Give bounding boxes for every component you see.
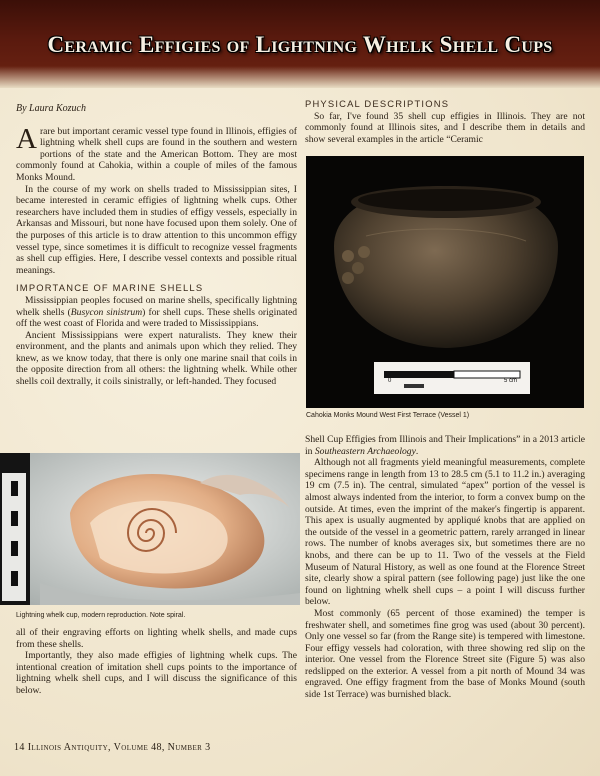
drop-cap: A xyxy=(16,122,37,155)
vessel-photo xyxy=(306,156,584,408)
banner-fade xyxy=(0,66,600,88)
shell-illustration xyxy=(0,453,300,605)
section-heading-marine-shells: IMPORTANCE OF MARINE SHELLS xyxy=(16,282,204,294)
scale-label-five: 5 cm xyxy=(504,378,518,384)
applique-knob xyxy=(342,250,354,262)
left-column-lower xyxy=(16,627,297,697)
paragraph: Ancient Mississippians were expert naturalists. They knew their environment, and the plants and animals upon which they relied. They knew, as we know today, that there is only one marine snail that coils in the opposite direction from all others: the lightning whelk. While other shells coil dextrally, it coils sinistrally, or left-handed. They focused xyxy=(16,329,297,388)
shell-photo-caption: Lightning whelk cup, modern reproduction. Note spiral. xyxy=(16,612,186,619)
paragraph: In the course of my work on shells traded to Mississippian sites, I became interested in ceramic effigies of lightning whelk cups. Other researchers have included them in studies of effigy vessels, especially in Arkansas and Missouri, but none have focused upon them solely. One of the purposes of this article is to draw attention to this uncommon effigy vessel type, since sometimes it is difficult to recognize vessel fragments as shell cup effigies. Here, I describe vessel contexts and possible ritual meanings. xyxy=(16,183,297,276)
byline: By Laura Kozuch xyxy=(16,103,86,114)
right-column-upper xyxy=(305,98,585,145)
section-heading-physical-descriptions: PHYSICAL DESCRIPTIONS xyxy=(305,98,450,109)
page-footer: 14 Illinois Antiquity, Volume 48, Number 3 xyxy=(14,742,211,753)
vessel-illustration xyxy=(306,156,584,408)
right-column-lower xyxy=(305,434,585,701)
paragraph: Importantly, they also made effigies of lightning whelk cups. The intentional creation of imitation shell cups points to the importance of lightning whelk shell cups, and I will discuss the significance of this below. xyxy=(16,650,297,696)
title-banner xyxy=(0,0,600,88)
lightning-whelk-photo xyxy=(0,453,300,605)
applique-knob xyxy=(358,246,370,258)
paragraph: Mississippian peoples focused on marine shells, specifically lightning whelk shells (Busycon sinistrum) for shell cups. These shells originated off the west coast of Florida and were traded to Mississippians. xyxy=(16,294,298,330)
left-column-upper xyxy=(16,103,297,388)
scale-label-zero: 0 xyxy=(388,378,392,384)
applique-knob xyxy=(342,272,354,284)
article-title: Ceramic Effigies of Lightning Whelk Shell Cups xyxy=(47,32,553,57)
paragraph: Although not all fragments yield meaningful measurements, complete specimens range in length from 13 to 28.5 cm (5.1 to 11.2 in.) averaging 19 cm (7.5 in). The central, simulated “apex” portion of the vessel is almost always indented from the interior, to form a convex bump on the outside. At times, even the imprint of the maker's fingertip is apparent. This apex is usually augmented by appliqué knobs that are applied on the outside of the vessel in a geometric pattern, rarely arranged in linear rows. The number of knobs averages six, but sometimes there are no knobs, and there can be up to 11. Two of the vessels at the Field Museum of Natural History, as well as one found at the Florence Street site, clearly show a spiral pattern (see following page) just like the one found on lightning whelk shell cups – a point I will discuss further below. xyxy=(305,457,585,608)
applique-knob xyxy=(352,262,364,274)
intro-paragraph: Arare but important ceramic vessel type found in Illinois, effigies of lightning whelk shell cups are found in the southern and western portions of the state and the American Bottom. They are most commonly found at Cahokia, within a couple of miles of the famous Monks Mound. xyxy=(16,122,297,183)
vessel-photo-caption: Cahokia Monks Mound West First Terrace (Vessel 1) xyxy=(306,412,470,419)
paragraph: So far, I've found 35 shell cup effigies in Illinois. They are not commonly found at Illinois sites, and I describe them in details and show several examples in the article “Ceramic xyxy=(305,110,585,145)
paragraph: all of their engraving efforts on lighting whelk shells, and made cups from these shells. xyxy=(16,627,297,650)
paragraph: Shell Cup Effigies from Illinois and Their Implications” in a 2013 article in Southeastern Archaeology. xyxy=(305,434,585,457)
paragraph: Most commonly (65 percent of those examined) the temper is freshwater shell, and sometimes fine grog was used (about 30 percent). Only one vessel so far (from the Range site) is tempered with limestone. Four effigy vessels had coloration, with three showing red slip on the interior. One vessel from the Florence Street site (Figure 5) was also redslipped on the exterior. A vessel from a pit north of Mound 34 was engraved. One effigy fragment from the base of Monks Mound (south side 1st Terrace) was burnished black. xyxy=(305,607,585,701)
